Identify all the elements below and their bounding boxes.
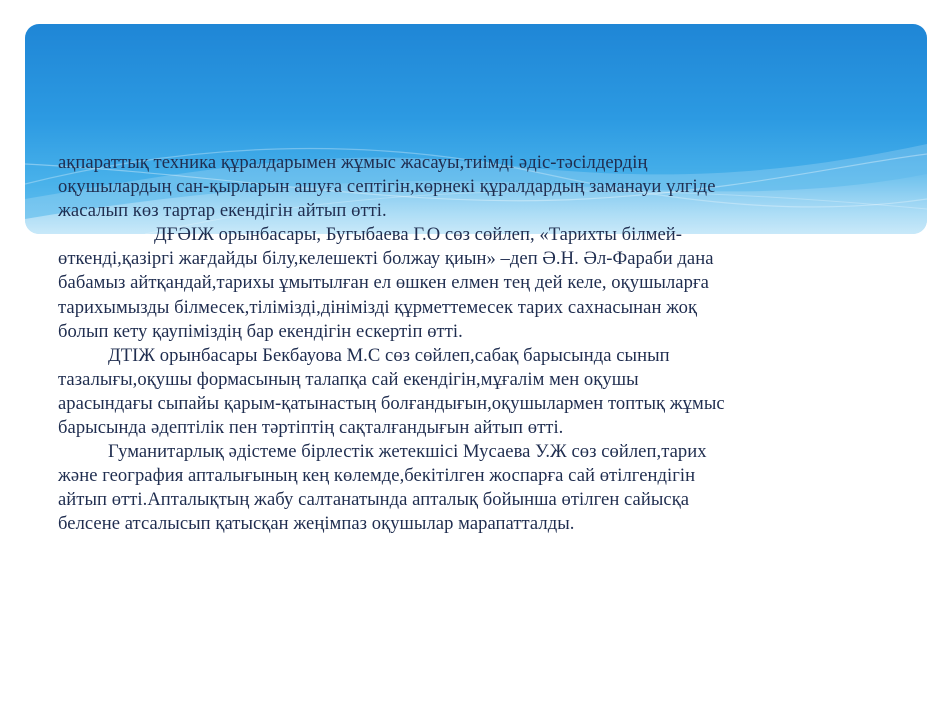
text-line: бабамыз айтқандай,тарихы ұмытылған ел өшкен елмен тең дей келе, оқушыларға xyxy=(58,272,709,294)
text-line: тарихымызды білмесек,тілімізді,дінімізді құрметтемесек тарих сахнасынан жоқ xyxy=(58,296,698,318)
text-line: ДҒӘІЖ орынбасары, Бугыбаева Г.О сөз сөйлеп, «Тарихты білмей- xyxy=(154,224,683,246)
text-line: өткенді,қазіргі жағдайды білу,келешекті болжау қиын» –деп Ә.Н. Әл-Фараби дана xyxy=(58,248,714,270)
text-line: ДТІЖ орынбасары Бекбауова М.С сөз сөйлеп,сабақ барысында сынып xyxy=(108,344,670,366)
text-line: оқушылардың сан-қырларын ашуға септігін,көрнекі құралдардың заманауи үлгіде xyxy=(58,176,716,198)
text-line: белсене атсалысып қатысқан жеңімпаз оқушылар марапатталды. xyxy=(58,513,575,535)
text-line: болып кету қаупіміздің бар екендігін ескертіп өтті. xyxy=(58,320,463,342)
text-line: ақпараттық техника құралдарымен жұмыс жасауы,тиімді әдіс-тәсілдердің xyxy=(58,152,648,173)
text-line: айтып өтті.Апталықтың жабу салтанатында апталық бойынша өтілген сайысқа xyxy=(58,489,690,511)
text-line: жасалып көз тартар екендігін айтып өтті. xyxy=(58,200,387,222)
text-line: арасындағы сыпайы қарым-қатынастың болғандығын,оқушылармен топтық жұмыс xyxy=(58,392,725,414)
text-line: және география апталығының кең көлемде,бекітілген жоспарға сай өтілгендігін xyxy=(58,465,696,487)
body-text xyxy=(58,151,918,537)
text-line: барысында әдептілік пен тәртіптің сақталғандығын айтып өтті. xyxy=(58,417,564,439)
text-line: Гуманитарлық әдістеме бірлестік жетекшісі Мусаева У.Ж сөз сөйлеп,тарих xyxy=(108,441,707,463)
text-line: тазалығы,оқушы формасының талапқа сай екендігін,мұғалім мен оқушы xyxy=(58,368,639,390)
